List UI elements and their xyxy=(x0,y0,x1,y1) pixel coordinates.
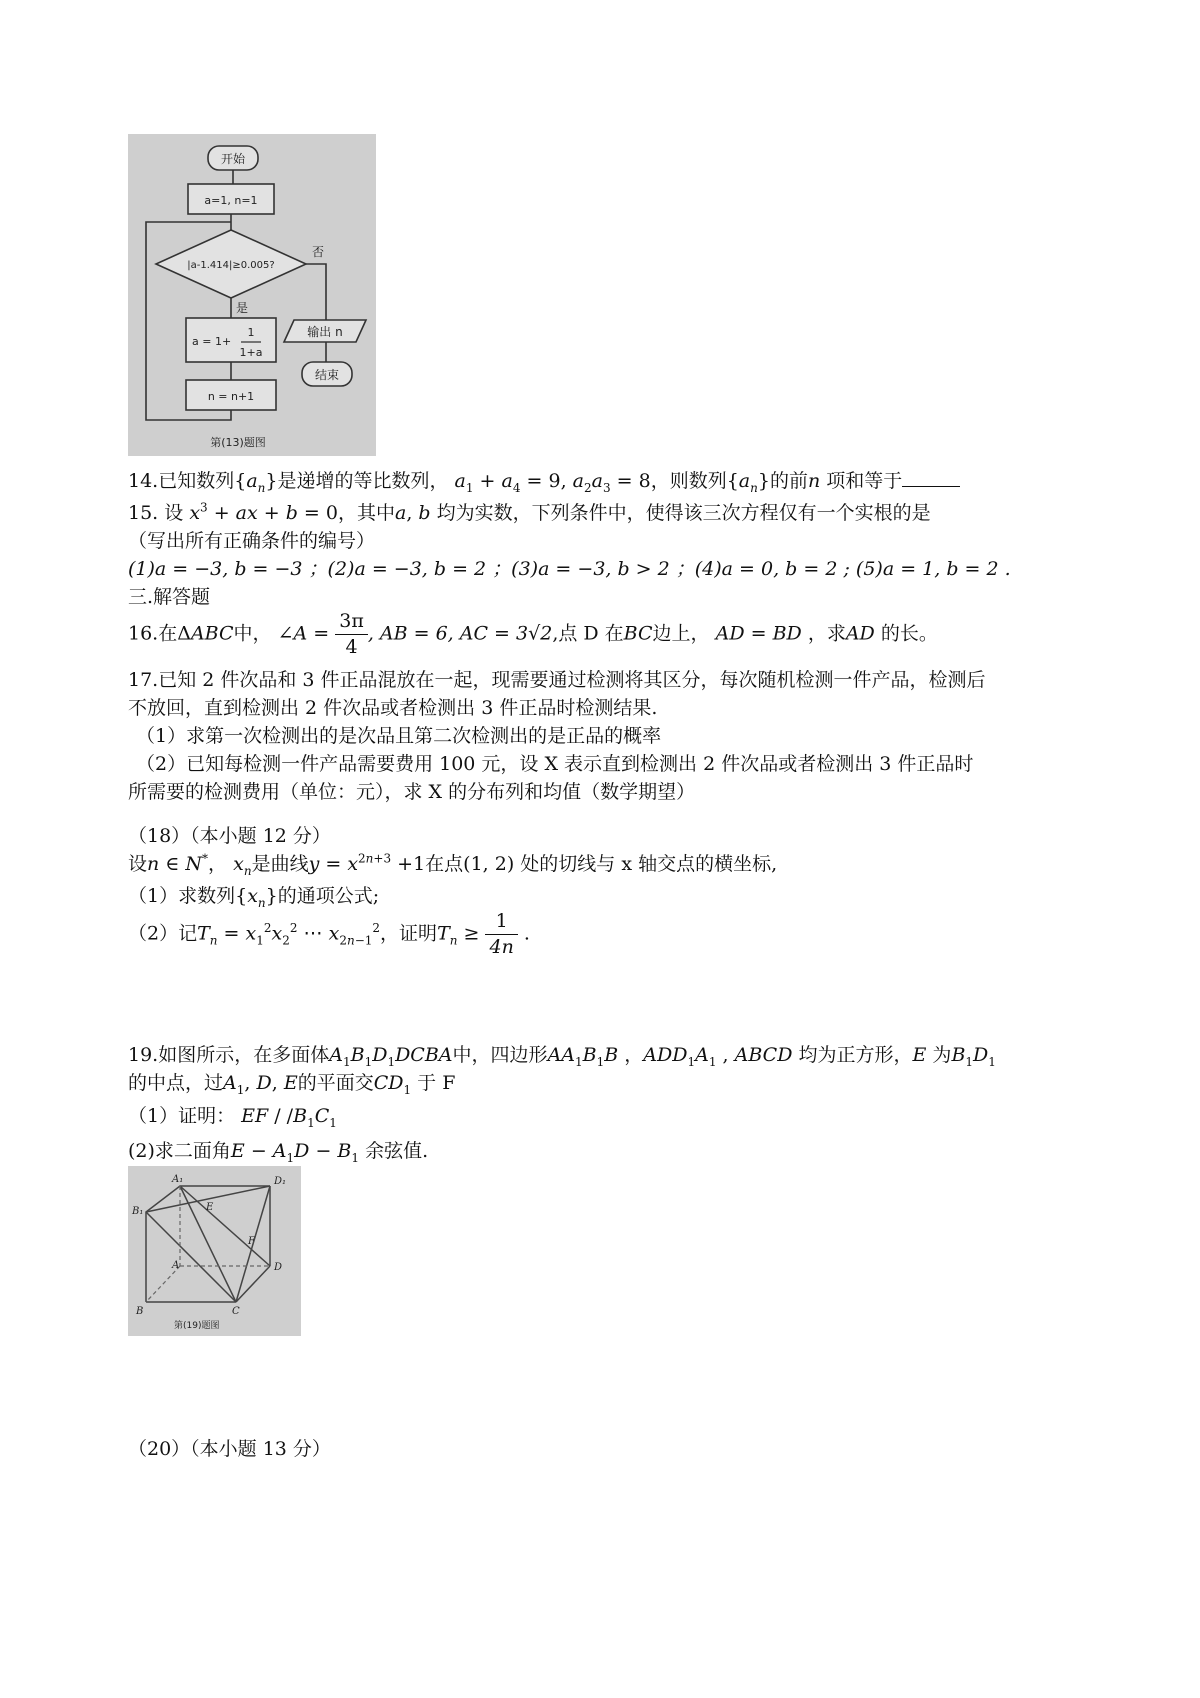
flow-update-a-den: 1+a xyxy=(239,346,263,359)
flow-update-n-text: n = n+1 xyxy=(207,390,255,403)
q14-text-b: 是递增的等比数列， xyxy=(277,470,449,492)
q18-line3-a: （2）记 xyxy=(128,922,198,945)
question-19-line3: （1）证明： EF / $/B_1C_1$ xyxy=(128,1105,337,1130)
flow-no-label: 否 xyxy=(312,245,325,259)
flow-output-text: 输出 n xyxy=(307,325,343,339)
q19-text-b: 中，四边形 xyxy=(452,1044,548,1066)
q15-text-b: ，其中 xyxy=(337,502,395,524)
svg-text:B: B xyxy=(136,1306,144,1317)
answer-blank xyxy=(902,470,960,487)
q19-line3-a: （1）证明： xyxy=(128,1105,236,1127)
question-18-line3: （2）记$T_n = x_1^2x_2^2$ ⋯ $x_{2n-1}^2$，证明$T_n$ ≥ $\frac{1}{4n}$ . xyxy=(128,910,530,958)
q15-prefix: 15. 设 xyxy=(128,502,184,524)
q19-line4-a: (2)求二面角 xyxy=(128,1140,231,1162)
q19-line2-b: 的平面交 xyxy=(297,1072,374,1094)
q16-text-b: 中， xyxy=(233,622,272,645)
question-18-header: （18）（本小题 12 分） xyxy=(128,825,331,847)
question-18-line1: 设n ∈ N*， $x_n$是曲线$y = x^{2n+3} +1$在点(1, 2) 处的切线与 x 轴交点的横坐标, xyxy=(128,851,778,878)
q19-line2-a: 的中点，过 xyxy=(128,1072,224,1094)
q19-text-d: 为 xyxy=(932,1044,952,1066)
section-3-heading: 三.解答题 xyxy=(128,586,211,608)
q18-frac-den: 4n xyxy=(489,936,514,958)
q14-text-d: 的前 xyxy=(769,470,808,492)
flow-decision-text: |a-1.414|≥0.005? xyxy=(187,260,275,271)
q16-text-a: 16.在 xyxy=(128,622,178,645)
q19-text-c: 均为正方形， xyxy=(798,1044,913,1066)
q14-text-c: ，则数列 xyxy=(650,470,727,492)
q16-frac-den: 4 xyxy=(345,636,358,658)
q18-fraction xyxy=(485,912,517,957)
q15-text-c: 均为实数，下列条件中，使得该三次方程仅有一个实根的是 xyxy=(436,502,931,524)
q16-text-d: ,点 D 在 xyxy=(552,622,624,645)
q18-line2-a: （1）求数列 xyxy=(128,885,236,907)
flow-caption: 第(13)题图 xyxy=(210,436,266,449)
flowchart-svg xyxy=(128,134,376,456)
q18-text-c: 是曲线 xyxy=(251,853,309,875)
svg-text:B₁: B₁ xyxy=(132,1206,144,1217)
q16-text-f: ，求 xyxy=(807,622,846,645)
svg-text:D: D xyxy=(274,1262,283,1273)
svg-text:F: F xyxy=(248,1236,255,1247)
svg-text:A: A xyxy=(172,1260,180,1271)
question-17-line3: （1）求第一次检测出的是次品且第二次检测出的是正品的概率 xyxy=(136,725,662,747)
question-19-line1: 19.如图所示，在多面体$A_1B_1D_1DCBA$中，四边形$AA_1B_1B$ ，$ADD_1A_1$ , ABCD 均为正方形，E 为$B_1D_1$ xyxy=(128,1044,996,1069)
question-19-line4: (2)求二面角$E - A_1D - B_1$ 余弦值. xyxy=(128,1140,429,1165)
q19-line2-c: 于 F xyxy=(417,1072,456,1094)
question-14: 14.已知数列$\{a_n\}$是递增的等比数列， $a_1 + a_4 = 9$, $a_2a_3 = 8$，则数列$\{a_n\}$的前n 项和等于 xyxy=(128,466,960,495)
q16-text-c: , AB = 6, AC = 3√2 xyxy=(367,622,553,645)
question-17-line1: 17.已知 2 件次品和 3 件正品混放在一起，现需要通过检测将其区分，每次随机检测一件产品，检测后 xyxy=(128,669,986,691)
question-15-line2: （写出所有正确条件的编号） xyxy=(128,530,376,552)
question-20-header: （20）（本小题 13 分） xyxy=(128,1438,331,1460)
q14-number: 14. xyxy=(128,470,159,492)
flowchart-figure xyxy=(128,134,376,456)
q16-text-g: 的长。 xyxy=(880,622,938,645)
polyhedron-svg xyxy=(128,1166,301,1336)
question-15-line3: (1)a = −3, b = −3 ；(2)a = −3, b = 2 ；(3)a = −3, b > 2 ；(4)a = 0, b = 2 ; (5)a = 1, b = 2 . xyxy=(128,558,1011,580)
question-17-line2: 不放回，直到检测出 2 件次品或者检测出 3 件正品时检测结果. xyxy=(128,697,658,719)
question-17-line5: 所需要的检测费用（单位：元），求 X 的分布列和均值（数学期望） xyxy=(128,781,696,803)
question-16: 16.在ΔABC中， ∠A = $\frac{3\pi}{4}$ , AB = 6, AC = 3√2,点 D 在BC边上， AD = BD ，求AD 的长。 xyxy=(128,610,938,658)
question-18-line2: （1）求数列$\{x_n\}$的通项公式; xyxy=(128,885,380,910)
q18-line2-b: 的通项公式; xyxy=(277,885,380,907)
flow-init-text: a=1, n=1 xyxy=(204,194,258,207)
q19-line4-b: 余弦值. xyxy=(365,1140,429,1162)
q18-text-a: 设 xyxy=(128,853,148,875)
flow-update-a-num: 1 xyxy=(247,326,255,339)
q16-fraction xyxy=(335,612,368,657)
question-19-line2: 的中点，过$A_1$, D, E的平面交$CD_1$ 于 F xyxy=(128,1072,456,1097)
q18-text-d: 在点(1, 2) 处的切线与 x 轴交点的横坐标, xyxy=(425,853,778,875)
q19-text-a: 19.如图所示，在多面体 xyxy=(128,1044,330,1066)
q14-text-e: 项和等于 xyxy=(826,470,903,492)
flow-start-text: 开始 xyxy=(220,152,246,166)
polyhedron-figure xyxy=(128,1166,301,1336)
flow-yes-label: 是 xyxy=(236,301,249,315)
svg-text:A₁: A₁ xyxy=(172,1174,184,1185)
question-17-line4: （2）已知每检测一件产品需要费用 100 元，设 X 表示直到检测出 2 件次品或者检测出 3 件正品时 xyxy=(136,753,974,775)
q16-text-e: 边上， xyxy=(652,622,710,645)
flow-update-a-text: a = 1+ xyxy=(192,335,232,348)
q18-frac-num: 1 xyxy=(485,912,517,935)
q14-text-a: 已知数列 xyxy=(158,470,235,492)
svg-text:E: E xyxy=(206,1202,214,1213)
flow-end-text: 结束 xyxy=(314,368,340,382)
svg-text:C: C xyxy=(232,1306,240,1317)
polyhedron-caption: 第(19)题图 xyxy=(174,1321,220,1331)
q18-line3-b: ，证明 xyxy=(380,922,438,945)
question-15-line1: 15. 设 $x^3$ + ax + b = 0，其中a, b 均为实数，下列条件中，使得该三次方程仅有一个实根的是 xyxy=(128,500,931,524)
svg-text:D₁: D₁ xyxy=(274,1176,287,1187)
q16-frac-num: 3π xyxy=(335,612,368,635)
q18-text-b: ， xyxy=(208,853,228,875)
